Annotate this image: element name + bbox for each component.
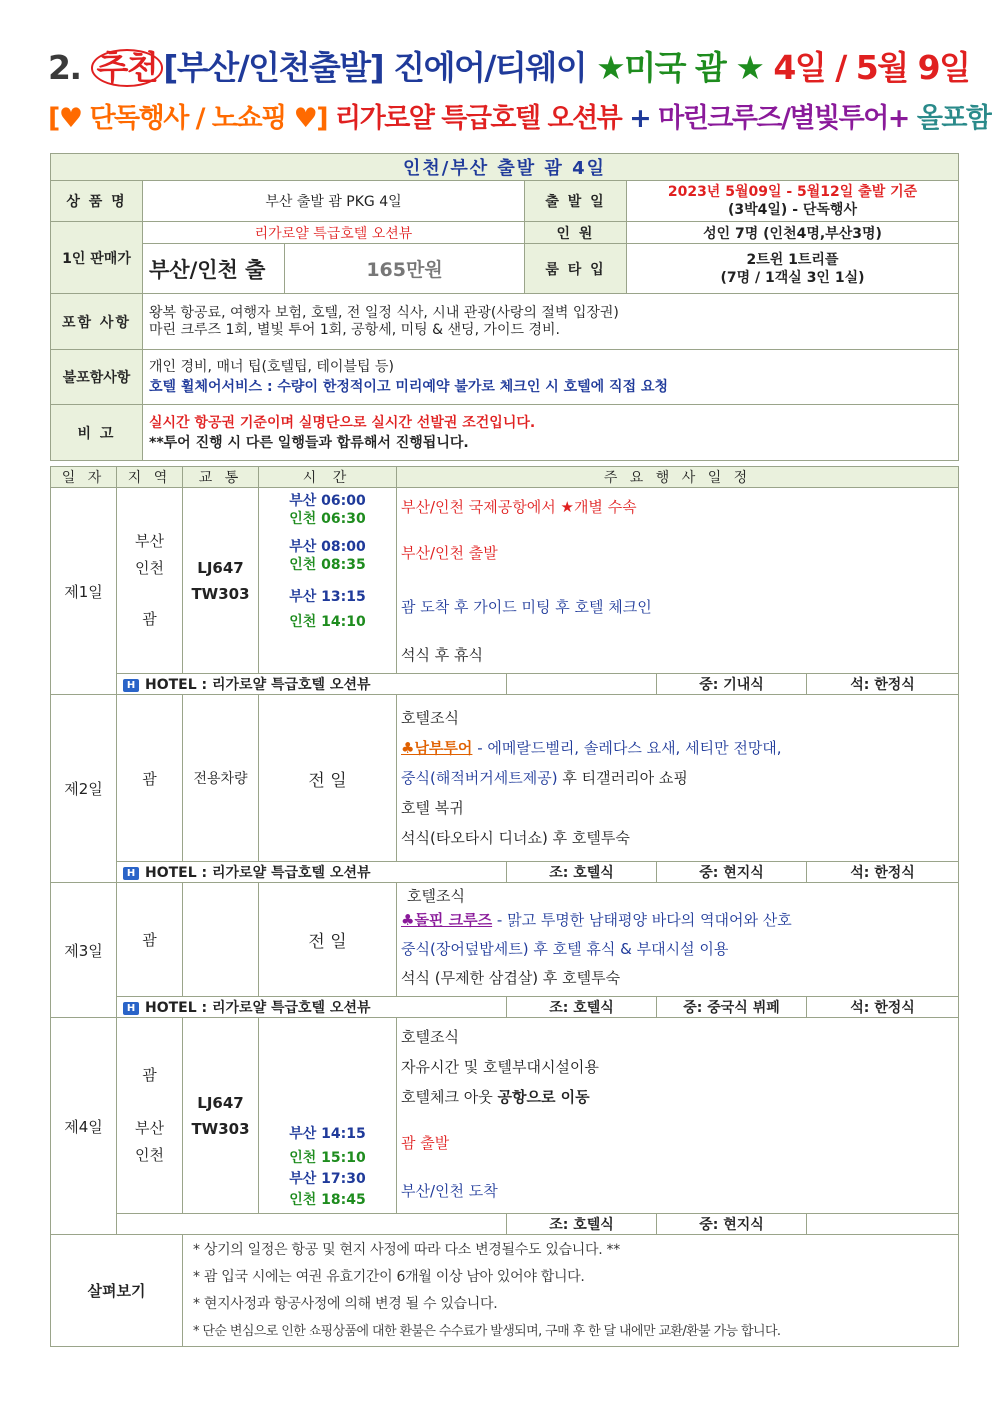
col-header-events: 주 요 행 사 일 정 <box>397 467 959 488</box>
time-item: 인천 14:10 <box>289 614 366 630</box>
day1-label: 제1일 <box>51 488 117 695</box>
room-label: 룸 타 입 <box>525 244 627 294</box>
people-value: 성인 7명 (인천4명,부산3명) <box>627 222 959 244</box>
headline-plus: + <box>629 103 651 134</box>
flight-number: TW303 <box>191 584 250 603</box>
excluded-line-2: 호텔 휠체어서비스 : 수량이 한정적이고 미리예약 불가로 체크인 시 호텔에 직접 요청 <box>149 379 669 395</box>
day3-label: 제3일 <box>51 883 117 1018</box>
time-item: 부산 14:15 <box>289 1126 366 1142</box>
day4-region <box>117 1018 183 1214</box>
day3-transport <box>183 883 259 997</box>
region-item: 부산 <box>135 1119 164 1137</box>
event-text: 후 티갤러리아 쇼핑 <box>557 769 688 787</box>
headline-number: 2. <box>48 48 81 87</box>
seller-label: 1인 판매가 <box>51 222 143 294</box>
hotel-icon: H <box>123 867 139 880</box>
note-item: * 상기의 일정은 항공 및 현지 사정에 따라 다소 변경될수도 있습니다. ** <box>193 1241 620 1258</box>
info-title: 인천/부산 출발 괌 4일 <box>51 154 959 181</box>
event-text: 중식(해적버거세트제공) <box>401 769 558 787</box>
remark-line-1: 실시간 항공권 기준이며 실명단으로 실시간 선발권 조건입니다. <box>149 414 536 431</box>
day2-transport: 전용차량 <box>183 695 259 862</box>
recommend-badge: 추천 <box>91 49 164 87</box>
tour-description: - 맑고 투명한 남태평양 바다의 역대어와 산호 <box>492 911 792 929</box>
meal-dinner <box>807 1214 959 1235</box>
col-header-transport: 교 통 <box>183 467 259 488</box>
headline-all-included: 올포함 <box>916 103 991 134</box>
headline-cruise: 마린크루즈 <box>658 103 782 134</box>
day3-hotel <box>117 997 507 1018</box>
day4-events <box>397 1018 959 1214</box>
headline-sub <box>48 100 991 138</box>
event-text: 호텔조식 <box>407 887 465 905</box>
meal-dinner: 석: 한정식 <box>807 674 959 695</box>
origin-label: 부산/인천 출 <box>143 244 285 294</box>
event-text: 부산/인천 도착 <box>401 1182 498 1200</box>
room-allocation: (7명 / 1객실 3인 1실) <box>720 269 865 286</box>
meal-lunch: 중: 중국식 뷔페 <box>657 997 807 1018</box>
time-item: 인천 18:45 <box>289 1192 366 1208</box>
notes-label: 살펴보기 <box>51 1235 183 1347</box>
day1-events <box>397 488 959 674</box>
remark-line-2: **투어 진행 시 다른 일행들과 합류해서 진행됩니다. <box>149 434 469 451</box>
day2-time: 전 일 <box>259 695 397 862</box>
room-type: 2트윈 1트리플 <box>746 251 839 268</box>
people-label: 인 원 <box>525 222 627 244</box>
departure-label: 출 발 일 <box>525 181 627 222</box>
event-text: 석식 (무제한 삼겹살) 후 호텔투숙 <box>401 969 621 987</box>
event-text: 부산/인천 국제공항에서 <box>401 498 561 516</box>
headline-main <box>48 46 969 90</box>
day3-events <box>397 883 959 997</box>
day3-region: 괌 <box>117 883 183 997</box>
col-header-day: 일 자 <box>51 467 117 488</box>
price-value: 165만원 <box>285 244 525 294</box>
day1-hotel <box>117 674 507 695</box>
schedule-table <box>50 466 959 1347</box>
included-line-1: 왕복 항공료, 여행자 보험, 호텔, 전 일정 식사, 시내 관광(사랑의 절벽 입장권) <box>149 304 619 321</box>
day2-region: 괌 <box>117 695 183 862</box>
day4-times <box>259 1018 397 1214</box>
included-label: 포함 사항 <box>51 294 143 350</box>
note-item: * 단순 변심으로 인한 쇼핑상품에 대한 환불은 수수료가 발생되며, 구매 후 한 달 내에만 교환/환불 가능 합니다. <box>193 1323 781 1339</box>
time-item: 인천 08:35 <box>289 557 366 573</box>
day2-hotel <box>117 862 507 883</box>
day2-events <box>397 695 959 862</box>
time-item: 부산 17:30 <box>289 1171 366 1187</box>
meal-lunch: 중: 현지식 <box>657 862 807 883</box>
headline-startour: /별빛투어+ <box>781 103 909 134</box>
time-item: 인천 15:10 <box>289 1150 366 1166</box>
product-value: 부산 출발 괌 PKG 4일 <box>143 181 525 222</box>
col-header-region: 지 역 <box>117 467 183 488</box>
day1-times <box>259 488 397 674</box>
event-text: 석식 후 휴식 <box>401 646 483 664</box>
event-text: 괌 도착 후 가이드 미팅 후 호텔 체크인 <box>401 598 652 616</box>
day4-label: 제4일 <box>51 1018 117 1235</box>
region-item: 괌 <box>142 610 157 628</box>
event-text: 호텔체크 아웃 <box>401 1088 498 1106</box>
product-label: 상 품 명 <box>51 181 143 222</box>
event-text: 석식(타오타시 디너쇼) 후 호텔투숙 <box>401 829 630 847</box>
region-item: 괌 <box>142 1066 157 1084</box>
tour-name: ♣남부투어 <box>401 739 473 757</box>
excluded-value <box>143 350 959 405</box>
day3-time: 전 일 <box>259 883 397 997</box>
event-text: 중식(장어덮밥세트) 후 호텔 휴식 & 부대시설 이용 <box>401 940 729 958</box>
meal-lunch: 중: 현지식 <box>657 1214 807 1235</box>
headline-hotel: 리가로얄 특급호텔 오션뷰 <box>335 103 622 134</box>
event-text: 공항으로 이동 <box>497 1088 590 1106</box>
meal-breakfast: 조: 호텔식 <box>507 862 657 883</box>
meal-dinner: 석: 한정식 <box>807 997 959 1018</box>
day1-region <box>117 488 183 674</box>
room-value <box>627 244 959 294</box>
tour-description: - 에메랄드벨리, 솔레다스 요새, 세티만 전망대, <box>472 739 782 757</box>
hotel-icon: H <box>123 1002 139 1015</box>
region-item: 인천 <box>135 1146 164 1164</box>
note-item: * 괌 입국 시에는 여권 유효기간이 6개월 이상 남아 있어야 합니다. <box>193 1268 585 1285</box>
excluded-label: 불포함사항 <box>51 350 143 405</box>
tour-name: ♣돌핀 크루즈 <box>401 911 493 929</box>
event-text: ★개별 수속 <box>560 498 637 516</box>
event-text: 부산/인천 출발 <box>401 544 498 562</box>
departure-value <box>627 181 959 222</box>
day4-hotel <box>117 1214 507 1235</box>
headline-dates: 4일 / 5월 9일 <box>773 48 970 87</box>
event-text: 호텔 복귀 <box>401 799 464 817</box>
note-item: * 현지사정과 항공사정에 의해 변경 될 수 있습니다. <box>193 1295 498 1312</box>
notes-list <box>183 1235 959 1347</box>
included-line-2: 마린 크루즈 1회, 별빛 투어 1회, 공항세, 미팅 & 샌딩, 가이드 경비. <box>149 321 560 338</box>
flight-number: LJ647 <box>197 558 244 577</box>
event-text: 호텔조식 <box>401 709 459 727</box>
meal-breakfast: 조: 호텔식 <box>507 1214 657 1235</box>
excluded-line-1: 개인 경비, 매너 팁(호텔팁, 테이블팁 등) <box>149 359 394 375</box>
departure-duration: (3박4일) - 단독행사 <box>728 202 857 218</box>
meal-breakfast <box>507 674 657 695</box>
star-icon: ★ <box>596 48 625 87</box>
hotel-icon: H <box>123 679 139 692</box>
departure-dates: 2023년 5월09일 - 5월12일 출발 기준 <box>667 184 918 200</box>
hotel-text: HOTEL : 리가로얄 특급호텔 오션뷰 <box>145 865 371 881</box>
col-header-time: 시 간 <box>259 467 397 488</box>
time-item: 부산 08:00 <box>289 539 366 555</box>
headline-destination: 미국 괌 <box>624 48 726 87</box>
region-item: 부산 <box>135 532 164 550</box>
day4-transport <box>183 1018 259 1214</box>
region-item: 인천 <box>135 559 164 577</box>
event-text: 괌 출발 <box>401 1134 450 1152</box>
star-icon: ★ <box>735 48 764 87</box>
time-item: 부산 06:00 <box>289 493 366 509</box>
hotel-note: 리가로얄 특급호텔 오션뷰 <box>143 222 525 244</box>
meal-lunch: 중: 기내식 <box>657 674 807 695</box>
time-item: 인천 06:30 <box>289 511 366 527</box>
flight-number: LJ647 <box>197 1093 244 1112</box>
included-value <box>143 294 959 350</box>
day1-transport <box>183 488 259 674</box>
product-info-table <box>50 153 959 461</box>
time-item: 부산 13:15 <box>289 589 366 605</box>
remark-label: 비 고 <box>51 405 143 461</box>
headline-airline: 진에어/티웨이 <box>393 48 587 87</box>
event-text: 호텔조식 <box>401 1028 459 1046</box>
flight-number: TW303 <box>191 1119 250 1138</box>
meal-breakfast: 조: 호텔식 <box>507 997 657 1018</box>
day2-label: 제2일 <box>51 695 117 883</box>
hotel-text: HOTEL : 리가로얄 특급호텔 오션뷰 <box>145 1000 371 1016</box>
meal-dinner: 석: 한정식 <box>807 862 959 883</box>
hotel-text: HOTEL : 리가로얄 특급호텔 오션뷰 <box>145 677 371 693</box>
remark-value <box>143 405 959 461</box>
headline-route: [부산/인천출발] <box>163 48 384 87</box>
event-text: 자유시간 및 호텔부대시설이용 <box>401 1058 599 1076</box>
headline-event-type: [♥ 단독행사 / 노쇼핑 ♥] <box>48 103 328 134</box>
